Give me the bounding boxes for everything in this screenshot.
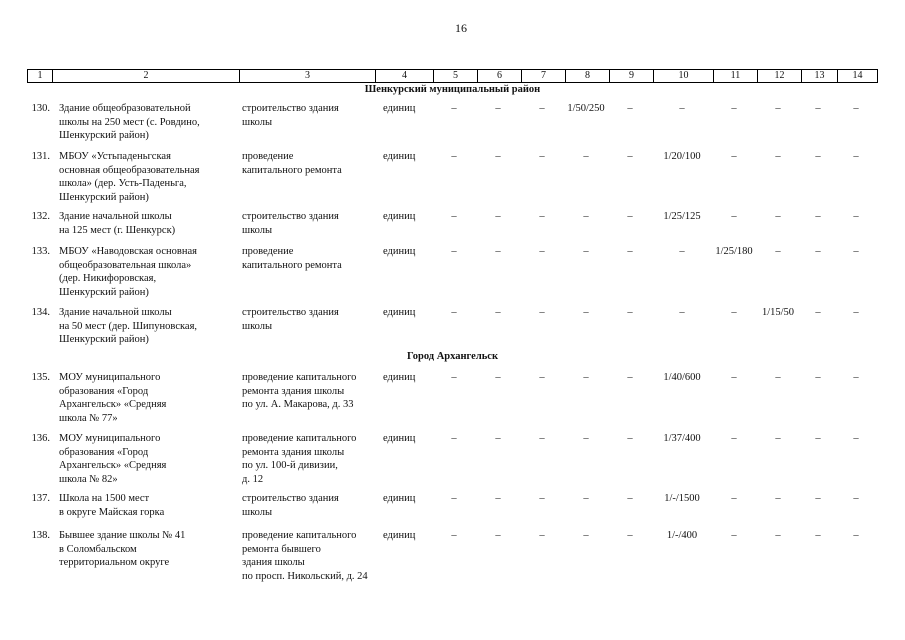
value-cell: – xyxy=(539,307,545,318)
value-cell: – xyxy=(853,103,859,114)
value-cell: – xyxy=(731,211,737,222)
header-cell: 3 xyxy=(239,70,375,82)
unit: единиц xyxy=(383,493,416,504)
row-number: 132. xyxy=(31,211,50,222)
value-cell: – xyxy=(583,307,589,318)
value-cell: – xyxy=(853,246,859,257)
value-cell: – xyxy=(539,493,545,504)
work-type: строительство здания школы xyxy=(242,493,339,518)
value-cell: – xyxy=(815,372,821,383)
value-cell: – xyxy=(853,372,859,383)
value-cell: – xyxy=(495,433,501,444)
unit: единиц xyxy=(383,211,416,222)
value-cell: – xyxy=(815,493,821,504)
value-cell: – xyxy=(815,151,821,162)
value-cell: – xyxy=(815,103,821,114)
unit: единиц xyxy=(383,307,416,318)
value-cell: – xyxy=(627,211,633,222)
value-cell: – xyxy=(815,246,821,257)
unit: единиц xyxy=(383,530,416,541)
value-cell: – xyxy=(775,103,781,114)
value-cell: – xyxy=(679,246,685,257)
value-cell: – xyxy=(775,530,781,541)
table-header xyxy=(27,69,878,83)
object-name: МБОУ «Наводовская основная общеобразовательная школа» (дер. Никифоровская, Шенкурский район) xyxy=(59,246,197,298)
value-cell: – xyxy=(583,211,589,222)
value-cell: – xyxy=(539,103,545,114)
row-number: 138. xyxy=(31,530,50,541)
value-cell: – xyxy=(539,151,545,162)
unit: единиц xyxy=(383,103,416,114)
value-cell: – xyxy=(539,433,545,444)
work-type: проведение капитального ремонта бывшего здания школы по просп. Никольский, д. 24 xyxy=(242,530,368,582)
header-cell: 9 xyxy=(609,70,653,82)
object-name: Бывшее здание школы № 41 в Соломбальском территориальном округе xyxy=(59,530,186,568)
value-cell: – xyxy=(731,372,737,383)
section-title: Шенкурский муниципальный район xyxy=(364,84,541,95)
header-cell: 11 xyxy=(713,70,757,82)
value-cell: – xyxy=(627,307,633,318)
value-cell: – xyxy=(815,433,821,444)
value-cell: – xyxy=(679,307,685,318)
value-cell: – xyxy=(451,433,457,444)
header-cell: 14 xyxy=(837,70,877,82)
value-cell: – xyxy=(627,493,633,504)
object-name: Здание начальной школы на 50 мест (дер. Шипуновская, Шенкурский район) xyxy=(59,307,198,345)
value-cell: 1/50/250 xyxy=(567,103,605,114)
value-cell: – xyxy=(583,372,589,383)
header-cell: 2 xyxy=(52,70,239,82)
value-cell: – xyxy=(495,211,501,222)
work-type: проведение капитального ремонта xyxy=(242,151,342,176)
value-cell: – xyxy=(627,372,633,383)
work-type: проведение капитального ремонта здания школы по ул. А. Макарова, д. 33 xyxy=(242,372,357,410)
unit: единиц xyxy=(383,246,416,257)
value-cell: – xyxy=(539,246,545,257)
object-name: Школа на 1500 мест в округе Майская горка xyxy=(59,493,165,518)
header-cell: 10 xyxy=(653,70,713,82)
value-cell: – xyxy=(853,530,859,541)
value-cell: – xyxy=(627,530,633,541)
row-number: 134. xyxy=(31,307,50,318)
row-number: 130. xyxy=(31,103,50,114)
value-cell: – xyxy=(731,493,737,504)
header-cell: 6 xyxy=(477,70,521,82)
row-number: 135. xyxy=(31,372,50,383)
value-cell: – xyxy=(495,530,501,541)
row-number: 131. xyxy=(31,151,50,162)
value-cell: – xyxy=(583,493,589,504)
header-cell: 4 xyxy=(375,70,433,82)
value-cell: – xyxy=(583,530,589,541)
unit: единиц xyxy=(383,433,416,444)
value-cell: – xyxy=(451,246,457,257)
value-cell: – xyxy=(495,372,501,383)
work-type: строительство здания школы xyxy=(242,103,339,128)
unit: единиц xyxy=(383,372,416,383)
value-cell: – xyxy=(775,493,781,504)
object-name: Здание начальной школы на 125 мест (г. Шенкурск) xyxy=(59,211,176,236)
value-cell: – xyxy=(495,307,501,318)
value-cell: 1/37/400 xyxy=(663,433,701,444)
header-cell: 7 xyxy=(521,70,565,82)
row-number: 133. xyxy=(31,246,50,257)
value-cell: 1/20/100 xyxy=(663,151,701,162)
value-cell: – xyxy=(451,493,457,504)
value-cell: – xyxy=(815,211,821,222)
value-cell: – xyxy=(627,151,633,162)
row-number: 137. xyxy=(31,493,50,504)
value-cell: – xyxy=(775,372,781,383)
value-cell: – xyxy=(731,151,737,162)
value-cell: – xyxy=(451,530,457,541)
value-cell: – xyxy=(853,493,859,504)
value-cell: – xyxy=(627,433,633,444)
value-cell: – xyxy=(495,151,501,162)
work-type: строительство здания школы xyxy=(242,307,339,332)
work-type: проведение капитального ремонта здания школы по ул. 100-й дивизии, д. 12 xyxy=(242,433,357,485)
value-cell: – xyxy=(627,246,633,257)
row-number: 136. xyxy=(31,433,50,444)
value-cell: – xyxy=(775,433,781,444)
header-cell: 1 xyxy=(37,70,43,81)
header-cell: 5 xyxy=(433,70,477,82)
object-name: Здание общеобразовательной школы на 250 мест (с. Ровдино, Шенкурский район) xyxy=(59,103,200,141)
value-cell: – xyxy=(731,103,737,114)
value-cell: – xyxy=(815,307,821,318)
value-cell: – xyxy=(451,307,457,318)
value-cell: – xyxy=(451,372,457,383)
value-cell: – xyxy=(583,246,589,257)
object-name: МОУ муниципального образования «Город Архангельск» «Средняя школа № 77» xyxy=(59,372,167,424)
value-cell: 1/-/1500 xyxy=(664,493,700,504)
header-cell: 8 xyxy=(565,70,609,82)
value-cell: – xyxy=(495,103,501,114)
value-cell: 1/15/50 xyxy=(761,307,795,318)
header-cell: 12 xyxy=(757,70,801,82)
value-cell: – xyxy=(731,530,737,541)
value-cell: – xyxy=(451,103,457,114)
value-cell: 1/40/600 xyxy=(663,372,701,383)
unit: единиц xyxy=(383,151,416,162)
value-cell: – xyxy=(495,246,501,257)
value-cell: – xyxy=(583,151,589,162)
object-name: МОУ муниципального образования «Город Архангельск» «Средняя школа № 82» xyxy=(59,433,167,485)
work-type: проведение капитального ремонта xyxy=(242,246,342,271)
value-cell: – xyxy=(539,211,545,222)
value-cell: – xyxy=(775,246,781,257)
value-cell: – xyxy=(539,372,545,383)
value-cell: – xyxy=(451,211,457,222)
value-cell: – xyxy=(539,530,545,541)
value-cell: 1/-/400 xyxy=(666,530,698,541)
value-cell: – xyxy=(775,211,781,222)
value-cell: – xyxy=(731,433,737,444)
value-cell: – xyxy=(815,530,821,541)
object-name: МБОУ «Устьпаденьгская основная общеобразовательная школа» (дер. Усть-Паденьга, Шенкурский район) xyxy=(59,151,200,203)
value-cell: 1/25/125 xyxy=(663,211,701,222)
value-cell: – xyxy=(583,433,589,444)
work-type: строительство здания школы xyxy=(242,211,339,236)
value-cell: – xyxy=(731,307,737,318)
value-cell: – xyxy=(627,103,633,114)
value-cell: – xyxy=(853,433,859,444)
value-cell: – xyxy=(853,211,859,222)
value-cell: – xyxy=(775,151,781,162)
value-cell: – xyxy=(495,493,501,504)
value-cell: – xyxy=(679,103,685,114)
value-cell: – xyxy=(853,151,859,162)
value-cell: 1/25/180 xyxy=(715,246,753,257)
header-cell: 13 xyxy=(801,70,837,82)
value-cell: – xyxy=(853,307,859,318)
page-number: 16 xyxy=(455,21,467,35)
value-cell: – xyxy=(451,151,457,162)
section-title: Город Архангельск xyxy=(406,351,498,362)
